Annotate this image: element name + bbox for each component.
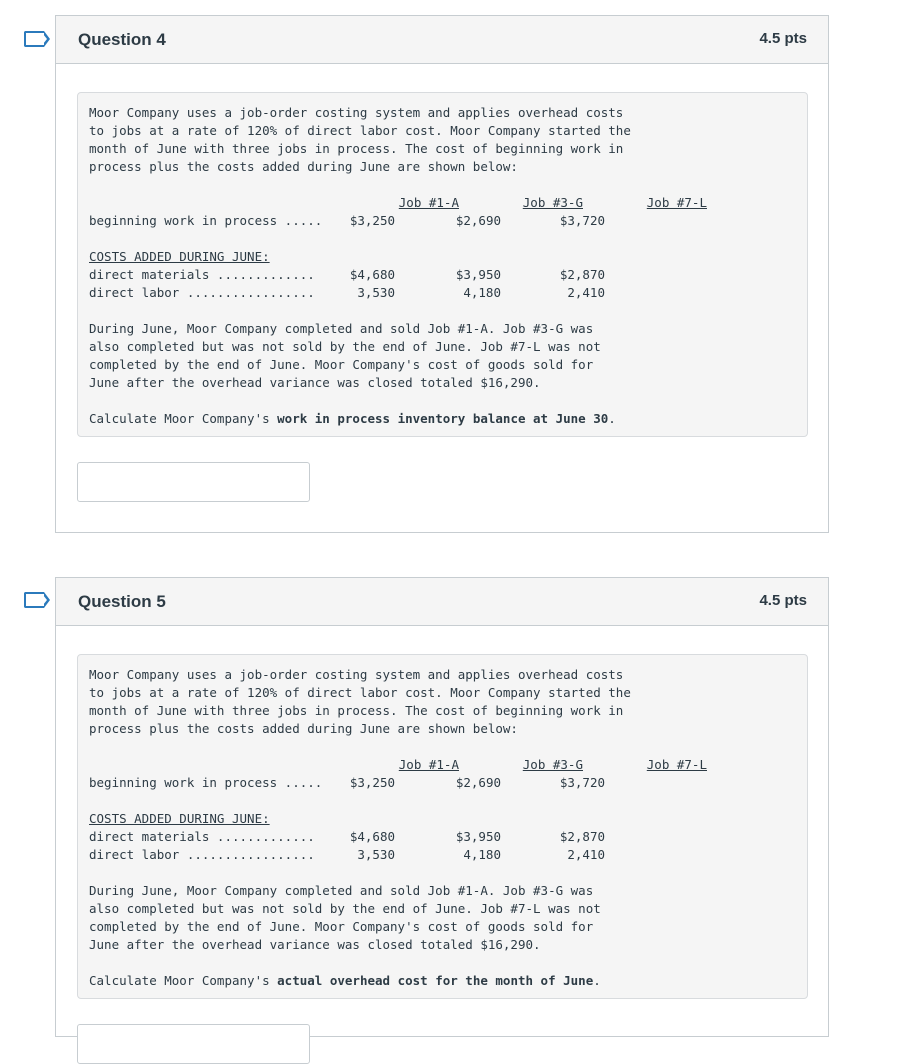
intro-line: to jobs at a rate of 120% of direct labor cost. Moor Company started the [89,123,631,138]
column-header-job-7l: Job #7-L [646,195,707,210]
closing-line: also completed but was not sold by the end of June. Job #7-L was not [89,339,601,354]
row-label-labor: direct labor ................. [89,847,315,862]
column-header-job-3g: Job #3-G [522,757,583,772]
closing-line: During June, Moor Company completed and sold Job #1-A. Job #3-G was [89,883,594,898]
cell-materials-3g: $3,950 [455,829,501,844]
cell-beginning-1a: $3,250 [349,775,395,790]
prompt-suffix: . [608,411,616,426]
question-header [56,578,828,626]
cell-materials-1a: $4,680 [349,267,395,282]
section-heading: COSTS ADDED DURING JUNE: [89,811,270,826]
cell-labor-1a: 3,530 [357,847,395,862]
cell-beginning-1a: $3,250 [349,213,395,228]
cell-labor-3g: 4,180 [463,847,501,862]
intro-line: month of June with three jobs in process. The cost of beginning work in [89,141,624,156]
cell-labor-7l: 2,410 [567,847,605,862]
closing-line: June after the overhead variance was closed totaled $16,290. [89,937,541,952]
section-heading: COSTS ADDED DURING JUNE: [89,249,270,264]
closing-line: completed by the end of June. Moor Company's cost of goods sold for [89,357,594,372]
prompt-bold: work in process inventory balance at June 30 [277,411,609,426]
prompt [89,410,616,428]
question-title: Question 4 [78,30,166,49]
intro-line: Moor Company uses a job-order costing system and applies overhead costs [89,667,624,682]
intro-line: to jobs at a rate of 120% of direct labor cost. Moor Company started the [89,685,631,700]
closing-line: During June, Moor Company completed and sold Job #1-A. Job #3-G was [89,321,594,336]
question-text [77,92,808,437]
flag-question-icon[interactable] [24,592,44,608]
cell-beginning-7l: $3,720 [559,775,605,790]
prompt [89,972,601,990]
row-label-labor: direct labor ................. [89,285,315,300]
intro-line: process plus the costs added during June are shown below: [89,159,518,174]
question-header [56,16,828,64]
column-header-job-7l: Job #7-L [646,757,707,772]
row-label-materials: direct materials ............. [89,267,315,282]
row-label-beginning: beginning work in process ..... [89,213,323,228]
closing-line: also completed but was not sold by the end of June. Job #7-L was not [89,901,601,916]
intro-line: process plus the costs added during June are shown below: [89,721,518,736]
answer-input[interactable] [77,462,310,502]
flag-question-icon[interactable] [24,31,44,47]
cell-beginning-3g: $2,690 [455,775,501,790]
question-4 [55,15,829,533]
closing-line: completed by the end of June. Moor Company's cost of goods sold for [89,919,594,934]
column-header-job-1a: Job #1-A [398,757,459,772]
question-5 [55,577,829,1037]
prompt-suffix: . [593,973,601,988]
cell-materials-7l: $2,870 [559,829,605,844]
question-title: Question 5 [78,592,166,611]
cell-labor-7l: 2,410 [567,285,605,300]
question-points: 4.5 pts [759,30,807,47]
prompt-prefix: Calculate Moor Company's [89,973,278,988]
prompt-prefix: Calculate Moor Company's [89,411,278,426]
prompt-bold: actual overhead cost for the month of June [277,973,594,988]
column-header-job-3g: Job #3-G [522,195,583,210]
row-label-materials: direct materials ............. [89,829,315,844]
cell-beginning-3g: $2,690 [455,213,501,228]
cell-materials-1a: $4,680 [349,829,395,844]
intro-line: month of June with three jobs in process. The cost of beginning work in [89,703,624,718]
cell-labor-1a: 3,530 [357,285,395,300]
intro-line: Moor Company uses a job-order costing system and applies overhead costs [89,105,624,120]
column-header-job-1a: Job #1-A [398,195,459,210]
cell-beginning-7l: $3,720 [559,213,605,228]
question-points: 4.5 pts [759,592,807,609]
cell-materials-7l: $2,870 [559,267,605,282]
cell-labor-3g: 4,180 [463,285,501,300]
closing-line: June after the overhead variance was closed totaled $16,290. [89,375,541,390]
row-label-beginning: beginning work in process ..... [89,775,323,790]
cell-materials-3g: $3,950 [455,267,501,282]
question-text [77,654,808,999]
answer-input[interactable] [77,1024,310,1064]
